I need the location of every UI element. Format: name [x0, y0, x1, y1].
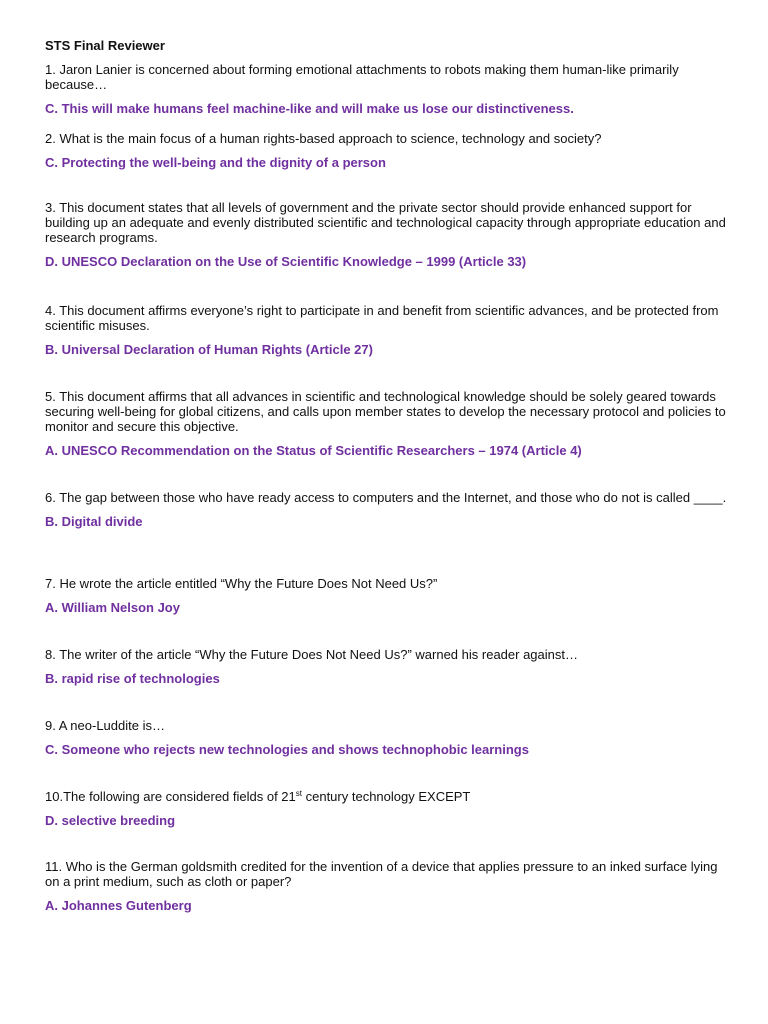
question-text-end: century technology EXCEPT [302, 789, 471, 804]
question-text [45, 789, 728, 804]
question-item-1 [45, 62, 728, 131]
question-text: 7. He wrote the article entitled “Why the Future Does Not Need Us?” [45, 576, 438, 591]
question-item-11 [45, 859, 728, 913]
question-text-start: 10.The following are considered fields of 21 [45, 789, 296, 804]
question-item-7 [45, 576, 728, 647]
answer-text: B. rapid rise of technologies [45, 671, 220, 686]
answer-text: B. Universal Declaration of Human Rights (Article 27) [45, 342, 373, 357]
answer-text: C. This will make humans feel machine-like and will make us lose our distinctiveness. [45, 101, 574, 116]
question-text: 1. Jaron Lanier is concerned about forming emotional attachments to robots making them human-like primarily because… [45, 62, 679, 92]
question-item-4 [45, 303, 728, 389]
question-item-6 [45, 490, 728, 576]
question-text: 3. This document states that all levels of government and the private sector should provide enhanced support for building up an adequate and evenly distributed scientific and technological capacity through appropriate education and research programs. [45, 200, 726, 245]
question-item-5 [45, 389, 728, 490]
question-text: 8. The writer of the article “Why the Future Does Not Need Us?” warned his reader against… [45, 647, 578, 662]
question-text: 9. A neo-Luddite is… [45, 718, 165, 733]
answer-text: A. UNESCO Recommendation on the Status of Scientific Researchers – 1974 (Article 4) [45, 443, 582, 458]
question-item-2 [45, 131, 728, 200]
question-item-10 [45, 789, 728, 859]
question-item-8 [45, 647, 728, 718]
question-text: 6. The gap between those who have ready access to computers and the Internet, and those who do not is called ____. [45, 490, 727, 505]
answer-text: D. UNESCO Declaration on the Use of Scientific Knowledge – 1999 (Article 33) [45, 254, 527, 269]
answer-text: D. selective breeding [45, 813, 176, 828]
ordinal-superscript: st [295, 789, 302, 798]
answer-text: A. Johannes Gutenberg [45, 898, 192, 913]
question-item-9 [45, 718, 728, 789]
answer-text: B. Digital divide [45, 514, 143, 529]
document-title: STS Final Reviewer [45, 38, 165, 53]
question-item-3 [45, 200, 728, 303]
answer-text: A. William Nelson Joy [45, 600, 180, 615]
answer-text: C. Protecting the well-being and the dignity of a person [45, 155, 386, 170]
question-text: 2. What is the main focus of a human rights-based approach to science, technology and society? [45, 131, 602, 146]
question-text: 4. This document affirms everyone’s right to participate in and benefit from scientific advances, and be protected from scientific misuses. [45, 303, 719, 333]
question-text: 11. Who is the German goldsmith credited for the invention of a device that applies pressure to an inked surface lying on a print medium, such as cloth or paper? [45, 859, 718, 889]
answer-text: C. Someone who rejects new technologies and shows technophobic learnings [45, 742, 529, 757]
question-text: 5. This document affirms that all advances in scientific and technological knowledge should be solely geared towards securing well-being for global citizens, and calls upon member states to develop the necessary protocol and policies to monitor and secure this objective. [45, 389, 726, 434]
